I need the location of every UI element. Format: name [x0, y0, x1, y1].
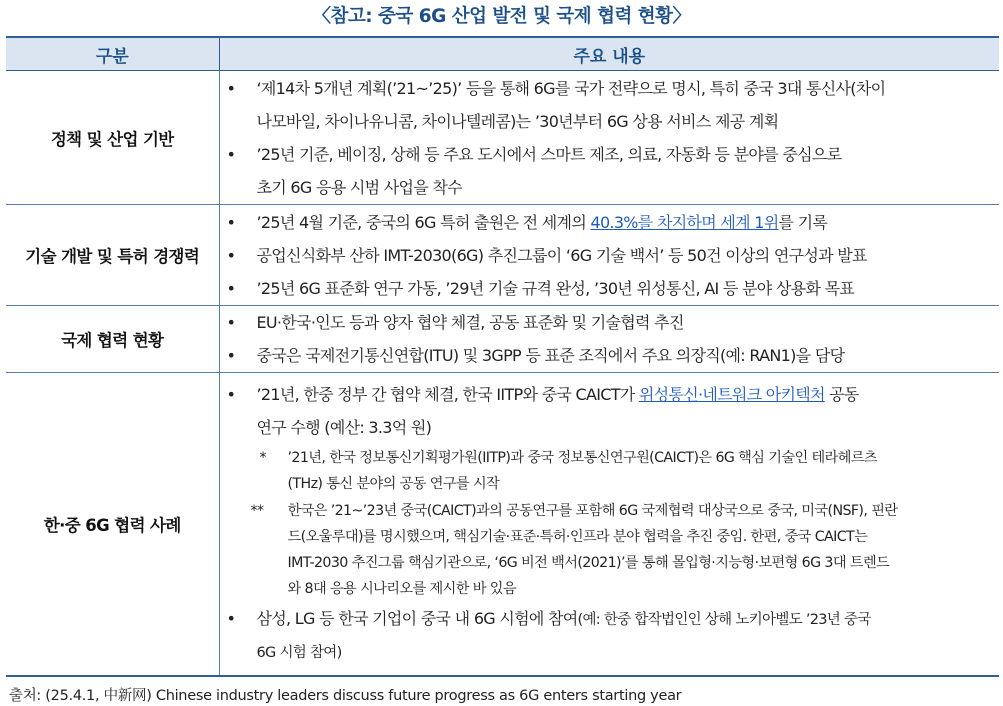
category-label: 기술 개발 및 특허 경쟁력 — [6, 205, 219, 306]
bullet-icon: • — [226, 608, 236, 628]
footnote: * ’21년, 한국 정보통신기획평가원(IITP)과 중국 정보통신연구원(CAICT)은 6G 핵심 기술인 테라헤르츠 (THz) 통신 분야의 공동 연구를 시작 — [259, 449, 878, 492]
bullet-icon: • — [226, 278, 236, 298]
content-cell — [219, 205, 999, 306]
category-label: 국제 협력 현황 — [6, 306, 219, 373]
bullet-item: • ’25년 6G 표준화 연구 가동, ’29년 기술 규격 완성, ’30년 위성통신, AI 등 분야 상용화 목표 — [220, 272, 996, 305]
bullet-item: • ’21년, 한중 정부 간 협약 체결, 한국 IITP와 중국 CAICT가 위성통신·네트워크 아키텍처 공동 연구 수행 (예산: 3.3억 원) — [220, 378, 996, 444]
bullet-icon: • — [226, 313, 236, 332]
content-cell — [219, 373, 999, 676]
bullet-item: • 삼성, LG 등 한국 기업이 중국 내 6G 시험에 참여(예: 한중 합작법인인 상해 노키아벨도 ’23년 중국 6G 시험 참여) — [220, 602, 996, 670]
bullet-item: • ’25년 4월 기준, 중국의 6G 특허 출원은 전 세계의 40.3%를 차지하며 세계 1위를 기록 — [220, 206, 996, 239]
page-title: 〈참고: 중국 6G 산업 발전 및 국제 협력 현황〉 — [312, 6, 691, 27]
bullet-icon: • — [226, 212, 236, 232]
footnote: ** 한국은 ’21~’23년 중국(CAICT)과의 공동연구를 포함해 6G 국제협력 대상국으로 중국, 미국(NSF), 핀란 드(오울루대)를 명시했으며, 핵심기술·표준·특허·인프라 분야 협력을 추진 중임. 한편, 중국 CAICT는 IMT-2030 추진그룹 핵심기관으로, ‘6G 비전 백서(2021)’를 통해 몰입형·지능형·보편형 6G 3대 트렌드 와 8대 응용 시나리오를 제시한 바 있음 — [250, 502, 898, 597]
bullet-icon: • — [226, 78, 236, 98]
bullet-icon: • — [226, 245, 236, 265]
category-label: 한·중 6G 협력 사례 — [6, 373, 219, 676]
table-row — [6, 71, 999, 205]
header-content: 주요 내용 — [219, 37, 999, 71]
bullet-item: • ‘제14차 5개년 계획(’21~’25)’ 등을 통해 6G를 국가 전략으로 명시, 특히 중국 3대 통신사(차이 나모바일, 차이나유니콤, 차이나텔레콤)는 ’30년부터 6G 상용 서비스 제공 계획 — [220, 72, 996, 138]
bullet-icon: • — [226, 346, 236, 365]
table-row — [6, 205, 999, 306]
content-cell — [219, 306, 999, 373]
table-row — [6, 306, 999, 373]
table-row — [6, 373, 999, 676]
info-table — [6, 36, 999, 677]
bullet-item: • 공업신식화부 산하 IMT-2030(6G) 추진그룹이 ‘6G 기술 백서’ 등 50건 이상의 연구성과 발표 — [220, 239, 996, 272]
category-label: 정책 및 산업 기반 — [6, 71, 219, 205]
highlight-link[interactable]: 40.3%를 차지하며 세계 1위 — [590, 212, 779, 232]
table-header — [6, 37, 999, 71]
bullet-item: • ’25년 기준, 베이징, 상해 등 주요 도시에서 스마트 제조, 의료, 자동화 등 분야를 중심으로 초기 6G 응용 시범 사업을 착수 — [220, 138, 996, 204]
bullet-icon: • — [226, 384, 236, 404]
bullet-item: • 중국은 국제전기통신연합(ITU) 및 3GPP 등 표준 조직에서 주요 의장직(예: RAN1)을 담당 — [220, 339, 996, 372]
bullet-item: • EU·한국·인도 등과 양자 협약 체결, 공동 표준화 및 기술협력 추진 — [220, 306, 996, 339]
source-footer: 출처: (25.4.1, 中新网) Chinese industry leaders discuss future progress as 6G enters starting year — [9, 688, 682, 704]
content-cell — [219, 71, 999, 205]
bullet-icon: • — [226, 144, 236, 164]
header-category: 구분 — [6, 37, 219, 71]
highlight-link[interactable]: 위성통신·네트워크 아키텍처 — [638, 384, 825, 404]
